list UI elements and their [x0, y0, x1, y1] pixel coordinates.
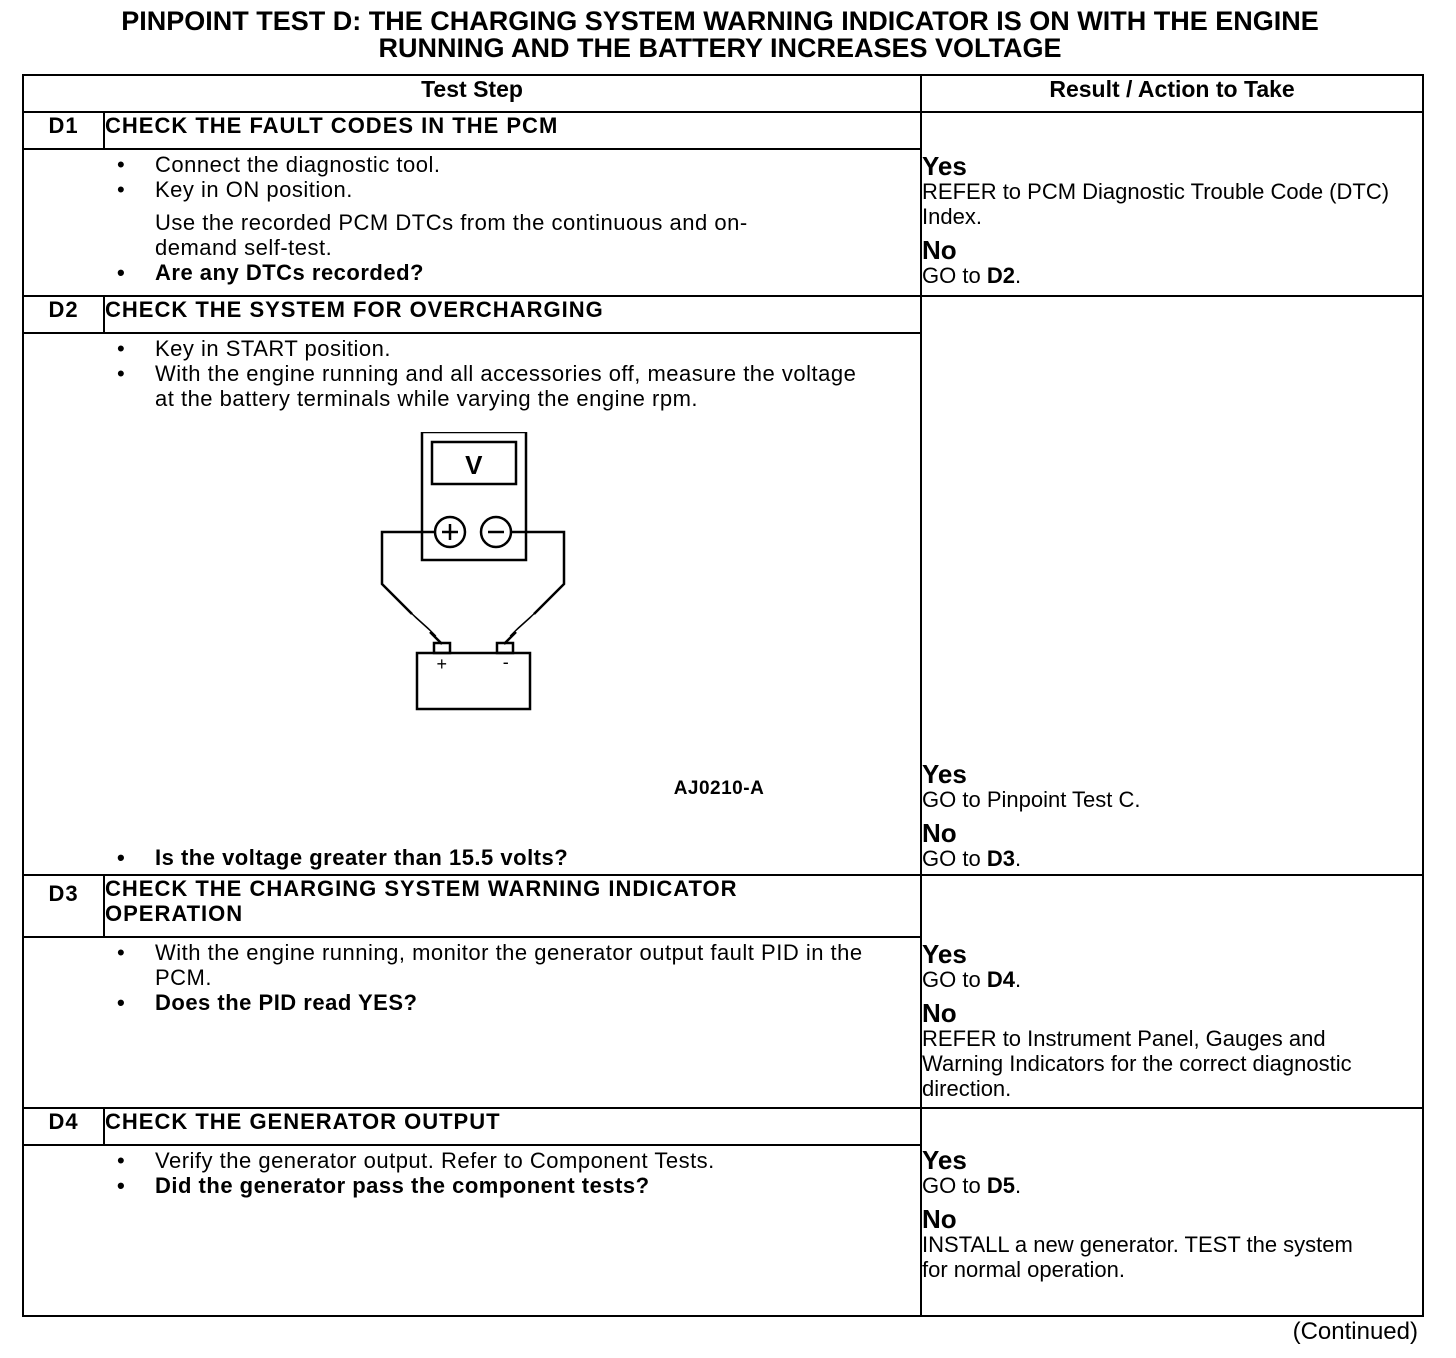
- step-body-d2: [23, 333, 921, 875]
- step-title-d2: CHECK THE SYSTEM FOR OVERCHARGING: [104, 296, 921, 333]
- step-question: • Did the generator pass the component tests?: [117, 1173, 650, 1198]
- step-id-d1: D1: [23, 112, 104, 149]
- list-item: • With the engine running and all accessories off, measure the voltage at the battery terminals while varying the engine rpm.: [117, 361, 857, 411]
- step-body-d3: [23, 937, 921, 1108]
- list-item: • Key in ON position.: [117, 177, 353, 202]
- title-line-1: PINPOINT TEST D: THE CHARGING SYSTEM WARNING INDICATOR IS ON WITH THE ENGINE: [121, 6, 1319, 36]
- battery-minus-label: -: [502, 652, 510, 672]
- voltmeter-battery-figure: [344, 432, 794, 812]
- header-test-step: Test Step: [23, 75, 921, 112]
- yes-label: Yes: [922, 151, 967, 181]
- yes-label: Yes: [922, 1145, 967, 1175]
- pinpoint-test-table: [22, 74, 1424, 1317]
- step-body-d4: [23, 1145, 921, 1316]
- result-cell-d1: [921, 112, 1423, 296]
- no-label: No: [922, 818, 957, 848]
- step-id-d3: D3: [23, 875, 104, 937]
- battery-plus-label: +: [436, 654, 448, 674]
- step-title-d3: CHECK THE CHARGING SYSTEM WARNING INDICATOR OPERATION: [104, 875, 921, 937]
- battery-icon: [417, 653, 530, 709]
- step-title-d4: CHECK THE GENERATOR OUTPUT: [104, 1108, 921, 1145]
- no-label: No: [922, 1204, 957, 1234]
- list-item: • Connect the diagnostic tool.: [117, 152, 441, 177]
- step-body-d1: [23, 149, 921, 296]
- step-id-d2: D2: [23, 296, 104, 333]
- result-cell-d2: [921, 296, 1423, 875]
- no-label: No: [922, 998, 957, 1028]
- list-item: • With the engine running, monitor the generator output fault PID in the PCM.: [117, 940, 863, 990]
- yes-action: GO to D5.: [922, 1173, 1022, 1198]
- no-action: GO to D2.: [922, 263, 1022, 288]
- title-line-2: RUNNING AND THE BATTERY INCREASES VOLTAGE: [378, 33, 1062, 63]
- step-title-d1: CHECK THE FAULT CODES IN THE PCM: [104, 112, 921, 149]
- step-question: • Are any DTCs recorded?: [117, 260, 424, 285]
- positive-lead: [382, 532, 435, 614]
- no-action: INSTALL a new generator. TEST the system for normal operation.: [922, 1232, 1353, 1282]
- result-cell-d4: [921, 1108, 1423, 1316]
- header-result: Result / Action to Take: [921, 75, 1423, 112]
- result-cell-d3: [921, 875, 1423, 1108]
- step-question: • Is the voltage greater than 15.5 volts?: [117, 845, 569, 870]
- no-action: GO to D3.: [922, 846, 1022, 871]
- page-title: [0, 8, 1440, 62]
- step-question: • Does the PID read YES?: [117, 990, 418, 1015]
- no-label: No: [922, 235, 957, 265]
- yes-label: Yes: [922, 759, 967, 789]
- step-id-d4: D4: [23, 1108, 104, 1145]
- figure-caption: AJ0210-A: [673, 778, 765, 799]
- yes-action: GO to Pinpoint Test C.: [922, 787, 1141, 812]
- continued-label: (Continued): [1292, 1318, 1418, 1345]
- list-item: • Key in START position.: [117, 336, 391, 361]
- no-action: REFER to Instrument Panel, Gauges and Warning Indicators for the correct diagnostic direction.: [922, 1026, 1352, 1101]
- list-item: • Verify the generator output. Refer to Component Tests.: [117, 1148, 715, 1173]
- meter-label: V: [465, 450, 483, 480]
- yes-action: REFER to PCM Diagnostic Trouble Code (DTC) Index.: [922, 179, 1390, 229]
- yes-label: Yes: [922, 939, 967, 969]
- yes-action: GO to D4.: [922, 967, 1022, 992]
- negative-lead: [511, 532, 564, 614]
- step-note: Use the recorded PCM DTCs from the continuous and on-demand self-test.: [155, 210, 748, 260]
